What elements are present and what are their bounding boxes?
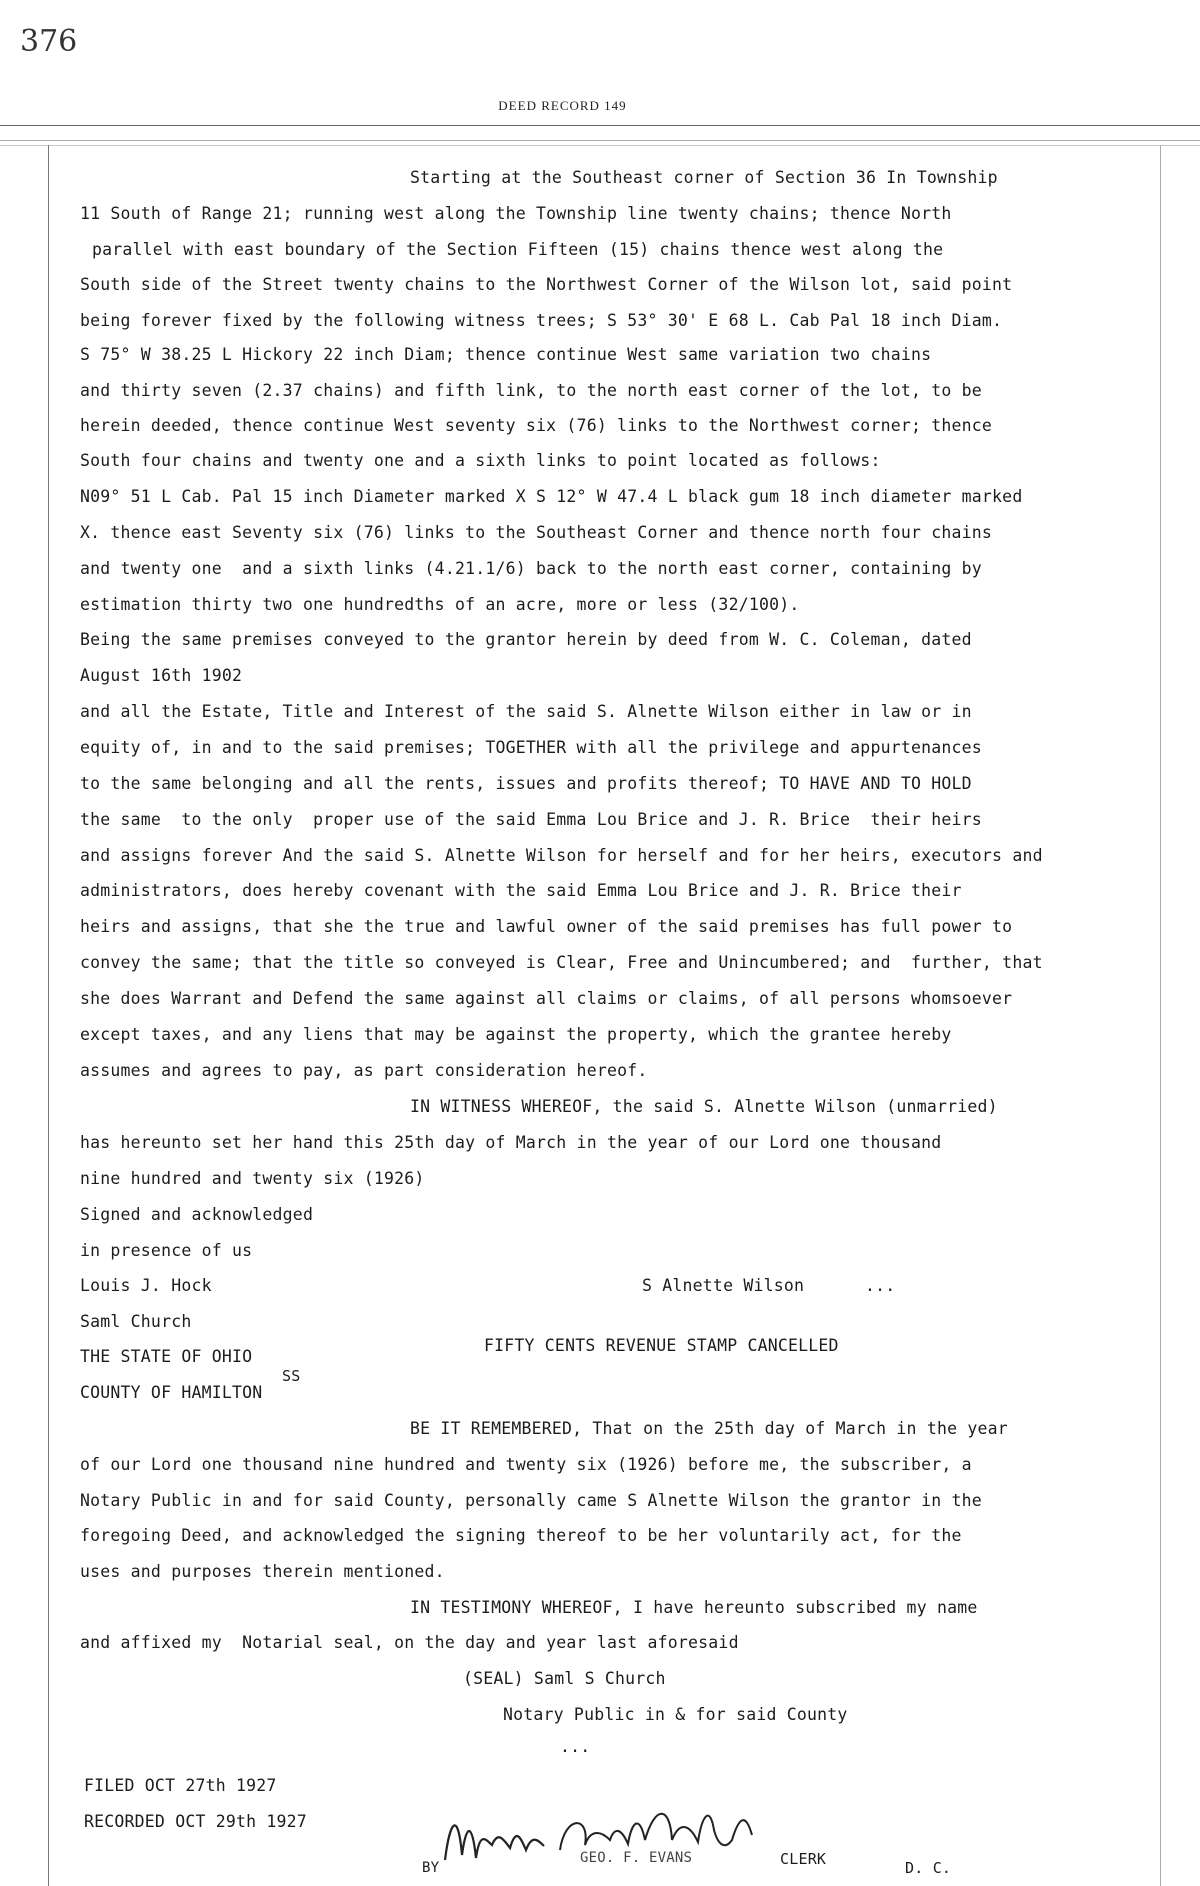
text-line: BE IT REMEMBERED, That on the 25th day of March in the year [410, 1419, 1008, 1438]
venue-state: THE STATE OF OHIO [80, 1347, 253, 1366]
text-line: convey the same; that the title so conveyed is Clear, Free and Unincumbered; and further, that [80, 953, 1043, 972]
filed-date: FILED OCT 27th 1927 [84, 1776, 277, 1795]
text-line: equity of, in and to the said premises; TOGETHER with all the privilege and appurtenances [80, 738, 982, 757]
text-line: to the same belonging and all the rents, issues and profits thereof; TO HAVE AND TO HOLD [80, 774, 972, 793]
text-line: Signed and acknowledged [80, 1205, 314, 1224]
notary-seal-line: (SEAL) Saml S Church [463, 1669, 666, 1688]
text-line: herein deeded, thence continue West seventy six (76) links to the Northwest corner; thence [80, 416, 993, 435]
top-rule-double [0, 140, 1200, 141]
revenue-stamp-note: FIFTY CENTS REVENUE STAMP CANCELLED [484, 1336, 839, 1355]
text-line: and all the Estate, Title and Interest of the said S. Alnette Wilson either in law or in [80, 702, 972, 721]
text-line: and assigns forever And the said S. Alnette Wilson for herself and for her heirs, executors and [80, 846, 1043, 865]
clerk-name: GEO. F. EVANS [580, 1850, 693, 1866]
dc-label: D. C. [905, 1859, 952, 1877]
text-line: being forever fixed by the following witness trees; S 53° 30' E 68 L. Cab Pal 18 inch Diam. [80, 311, 1003, 330]
text-line: IN TESTIMONY WHEREOF, I have hereunto subscribed my name [410, 1598, 978, 1617]
text-line: heirs and assigns, that she the true and lawful owner of the said premises has full power to [80, 917, 1013, 936]
right-margin-rule [1160, 145, 1161, 1886]
text-line: Being the same premises conveyed to the grantor herein by deed from W. C. Coleman, dated [80, 630, 972, 649]
grantor-signature-name: S Alnette Wilson ... [642, 1276, 896, 1295]
page-number: 376 [20, 24, 78, 59]
text-line: N09° 51 L Cab. Pal 15 inch Diameter marked X S 12° W 47.4 L black gum 18 inch diameter marked [80, 487, 1023, 506]
text-line: South side of the Street twenty chains to the Northwest Corner of the Wilson lot, said point [80, 275, 1013, 294]
notary-title: Notary Public in & for said County [503, 1705, 848, 1724]
text-line: in presence of us [80, 1241, 253, 1260]
text-line: 11 South of Range 21; running west along the Township line twenty chains; thence North [80, 204, 952, 223]
witness-name: Saml Church [80, 1312, 192, 1331]
text-line: uses and purposes therein mentioned. [80, 1562, 445, 1581]
clerk-label: CLERK [780, 1850, 827, 1868]
left-margin-rule [48, 145, 49, 1886]
text-line: S 75° W 38.25 L Hickory 22 inch Diam; thence continue West same variation two chains [80, 345, 932, 364]
text-line: the same to the only proper use of the said Emma Lou Brice and J. R. Brice their heirs [80, 810, 982, 829]
text-line: and affixed my Notarial seal, on the day and year last aforesaid [80, 1633, 739, 1652]
text-line: has hereunto set her hand this 25th day of March in the year of our Lord one thousand [80, 1133, 942, 1152]
text-line: and twenty one and a sixth links (4.21.1/6) back to the north east corner, containing by [80, 559, 982, 578]
text-line: administrators, does hereby covenant with the said Emma Lou Brice and J. R. Brice their [80, 881, 962, 900]
text-line: except taxes, and any liens that may be against the property, which the grantee hereby [80, 1025, 952, 1044]
recorded-date: RECORDED OCT 29th 1927 [84, 1812, 307, 1831]
text-line: Notary Public in and for said County, personally came S Alnette Wilson the grantor in the [80, 1491, 982, 1510]
text-line: foregoing Deed, and acknowledged the signing thereof to be her voluntarily act, for the [80, 1526, 962, 1545]
text-line: parallel with east boundary of the Section Fifteen (15) chains thence west along the [92, 240, 944, 259]
text-line: assumes and agrees to pay, as part consideration hereof. [80, 1061, 648, 1080]
venue-county: COUNTY OF HAMILTON [80, 1383, 263, 1402]
text-line: estimation thirty two one hundredths of an acre, more or less (32/100). [80, 595, 800, 614]
by-label: BY [422, 1860, 440, 1876]
text-line: IN WITNESS WHEREOF, the said S. Alnette Wilson (unmarried) [410, 1097, 998, 1116]
text-line: X. thence east Seventy six (76) links to the Southeast Corner and thence north four chains [80, 523, 993, 542]
witness-name: Louis J. Hock [80, 1276, 212, 1295]
text-line: August 16th 1902 [80, 666, 243, 685]
record-title: DEED RECORD 149 [498, 98, 627, 113]
text-line: of our Lord one thousand nine hundred and twenty six (1926) before me, the subscriber, a [80, 1455, 972, 1474]
ss-mark: SS [282, 1367, 301, 1385]
ellipsis-mark: ... [560, 1737, 591, 1756]
text-line: Starting at the Southeast corner of Section 36 In Township [410, 168, 998, 187]
top-rule [0, 125, 1200, 126]
top-rule-double [0, 145, 1200, 146]
text-line: and thirty seven (2.37 chains) and fifth link, to the north east corner of the lot, to be [80, 381, 982, 400]
text-line: she does Warrant and Defend the same against all claims or claims, of all persons whomsoever [80, 989, 1013, 1008]
text-line: South four chains and twenty one and a sixth links to point located as follows: [80, 451, 881, 470]
text-line: nine hundred and twenty six (1926) [80, 1169, 425, 1188]
handwritten-signature [440, 1800, 780, 1870]
